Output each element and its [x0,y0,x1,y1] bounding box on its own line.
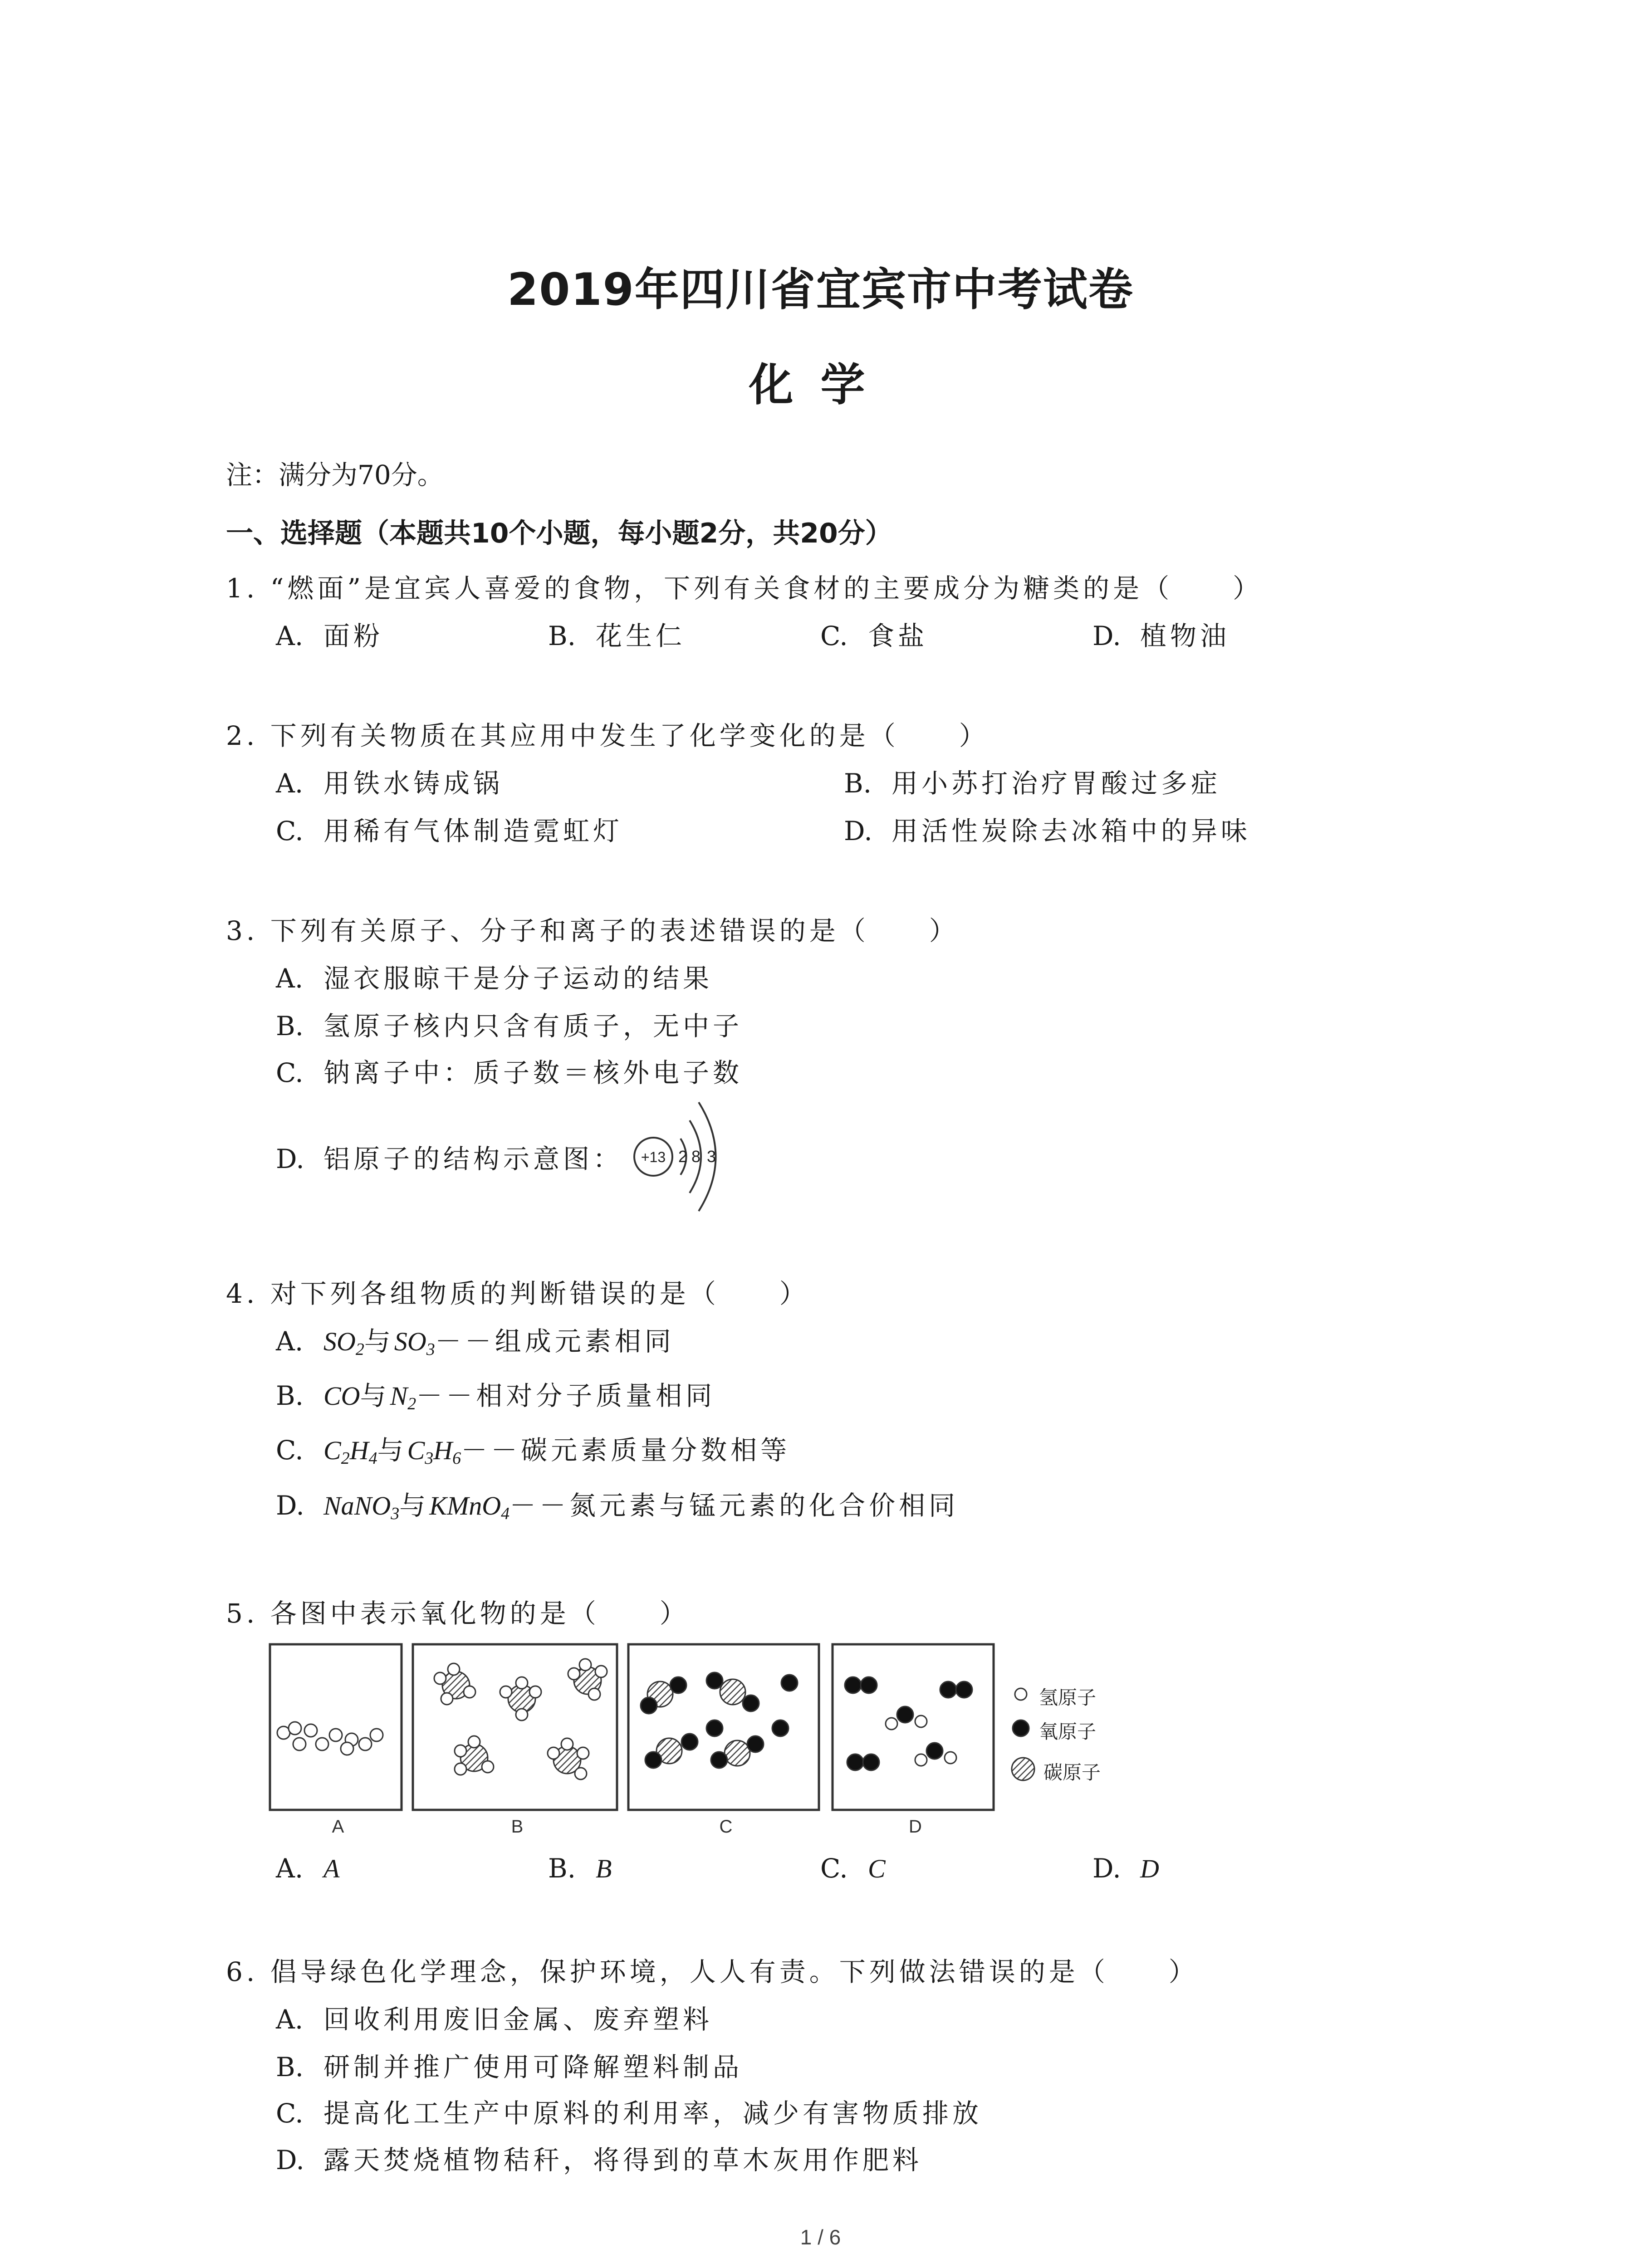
section-heading: 一、选择题（本题共10个小题，每小题2分，共20分） [226,518,892,549]
option-label: C. [276,816,304,846]
q6-option-a[interactable] [276,1998,713,2036]
option-text: 植物油 [1140,621,1230,651]
formula-nano3: NaNO$_3$ [323,1491,400,1523]
conjunction: 与 [360,1380,390,1411]
option-text: 花生仁 [596,621,686,651]
shell-count-1: 2 [678,1147,688,1166]
option-label: D. [1092,1853,1121,1884]
q2-option-b[interactable] [844,762,1221,800]
option-text: 提高化工生产中原料的利用率，减少有害物质排放 [323,2098,983,2129]
option-text: 钠离子中：质子数＝核外电子数 [323,1057,743,1088]
box-b-caption: B [511,1817,524,1837]
option-text: 用稀有气体制造霓虹灯 [323,816,623,846]
diagram-box-c [628,1644,819,1810]
q2-option-c[interactable] [276,810,623,848]
option-label: D. [844,816,872,846]
option-label: A. [276,1326,304,1357]
q1-option-c[interactable] [820,615,928,653]
option-text: 用铁水铸成锅 [323,768,504,799]
q5-option-b[interactable] [548,1853,612,1884]
subject-title: 化学 [749,359,892,411]
nucleus-charge: +13 [641,1149,666,1165]
diagram-box-d [833,1644,994,1810]
option-text: 露天焚烧植物秸秆，将得到的草木灰用作肥料 [323,2145,923,2175]
option-text: 用活性炭除去冰箱中的异味 [892,816,1251,846]
q6-option-c[interactable] [276,2092,982,2130]
question-6-stem: 6. 倡导绿色化学理念，保护环境，人人有责。下列做法错误的是（ ） [226,1956,1199,1987]
oxygen-atom [772,1720,789,1736]
q3-option-a[interactable] [276,957,713,995]
option-label: D. [1092,621,1121,651]
question-2-stem: 2. 下列有关物质在其应用中发生了化学变化的是（ ） [226,720,989,751]
page-number: 1 / 6 [800,2225,841,2249]
q6-option-d[interactable] [276,2139,922,2177]
option-text: 氢原子核内只含有质子，无中子 [323,1011,743,1041]
q3-option-c[interactable] [276,1051,743,1090]
option-label: C. [276,1435,304,1466]
question-4-stem: 4. 对下列各组物质的判断错误的是（ ） [226,1278,809,1309]
legend-oxygen-label: 氧原子 [1039,1721,1097,1742]
option-label: A. [276,2004,304,2035]
q1-option-b[interactable] [548,615,686,653]
option-text: A [323,1854,340,1883]
option-text: 研制并推广使用可降解塑料制品 [323,2052,743,2082]
option-label: B. [548,1853,576,1884]
option-text: －－相对分子质量相同 [416,1380,716,1411]
formula-co: CO [323,1381,360,1411]
option-label: C. [820,1853,848,1884]
option-text: 面粉 [323,621,384,651]
option-label: C. [276,1057,304,1088]
option-text: －－组成元素相同 [435,1326,675,1357]
question-3-stem: 3. 下列有关原子、分子和离子的表述错误的是（ ） [226,915,959,946]
option-label: A. [276,621,304,651]
option-label: D. [276,1490,304,1521]
exam-title: 2019年四川省宜宾市中考试卷 [507,264,1134,316]
box-c-caption: C [719,1817,733,1837]
option-text: －－碳元素质量分数相等 [461,1435,791,1466]
q4-option-d[interactable] [276,1484,959,1524]
option-text: －－氮元素与锰元素的化合价相同 [509,1490,959,1521]
q2-option-d[interactable] [844,810,1251,848]
q4-option-a[interactable] [276,1320,675,1359]
formula-c3h6: $C_3H_6$ [407,1436,461,1468]
option-text: 湿衣服晾干是分子运动的结果 [323,963,713,994]
formula-kmno4: KMnO$_4$ [429,1491,510,1523]
option-label: B. [276,1380,304,1411]
option-label: B. [276,2052,304,2082]
legend-oxygen-icon [1013,1720,1029,1736]
q1-option-a[interactable] [276,615,383,653]
oxygen-atom [781,1675,798,1691]
score-note: 注：满分为70分。 [226,459,444,490]
option-label: B. [844,768,872,799]
option-text: 铝原子的结构示意图： [323,1144,623,1174]
option-text: 回收利用废旧金属、废弃塑料 [323,2004,713,2035]
shell-count-3: 3 [707,1147,716,1166]
option-text: C [868,1854,886,1883]
legend-hydrogen-icon [1015,1688,1027,1700]
diagram-legend [1012,1688,1034,1780]
formula-c2h4: $C_2H_4$ [323,1436,377,1468]
q2-option-a[interactable] [276,762,503,800]
formula-n2: $N_2$ [390,1381,416,1413]
box-d-caption: D [909,1817,922,1837]
aluminum-atom-diagram [626,1093,735,1216]
option-label: B. [276,1011,304,1041]
q6-option-b[interactable] [276,2046,743,2084]
box-a-caption: A [332,1817,344,1837]
question-5-stem: 5. 各图中表示氧化物的是（ ） [226,1598,690,1629]
option-text: 用小苏打治疗胃酸过多症 [892,768,1221,799]
option-label: B. [548,621,576,651]
legend-carbon-icon [1012,1758,1034,1780]
question-1-stem: 1. “燃面”是宜宾人喜爱的食物，下列有关食材的主要成分为糖类的是（ ） [226,573,1263,604]
formula-so3: $SO_3$ [394,1327,435,1359]
option-label: C. [820,621,848,651]
q3-option-b[interactable] [276,1005,743,1043]
conjunction: 与 [399,1490,430,1521]
option-label: A. [276,1853,304,1884]
option-label: D. [276,2145,304,2175]
option-label: C. [276,2098,304,2129]
q4-option-c[interactable] [276,1429,790,1468]
option-text: B [596,1854,612,1883]
q3-option-d[interactable] [276,1138,623,1176]
q5-option-a[interactable] [276,1853,339,1884]
q4-option-b[interactable] [276,1374,715,1414]
option-label: D. [276,1144,304,1174]
option-label: A. [276,963,304,994]
option-text: 食盐 [868,621,928,651]
formula-so2: $SO_2$ [323,1327,364,1359]
oxygen-atom [706,1720,723,1736]
conjunction: 与 [364,1326,394,1357]
q1-option-d[interactable] [1092,615,1230,653]
q5-option-c[interactable] [820,1853,886,1884]
option-text: D [1140,1854,1159,1883]
shell-count-2: 8 [691,1147,701,1166]
legend-carbon-label: 碳原子 [1043,1762,1101,1783]
option-label: A. [276,768,304,799]
legend-hydrogen-label: 氢原子 [1039,1687,1097,1708]
q5-option-d[interactable] [1092,1853,1159,1884]
conjunction: 与 [377,1435,407,1466]
